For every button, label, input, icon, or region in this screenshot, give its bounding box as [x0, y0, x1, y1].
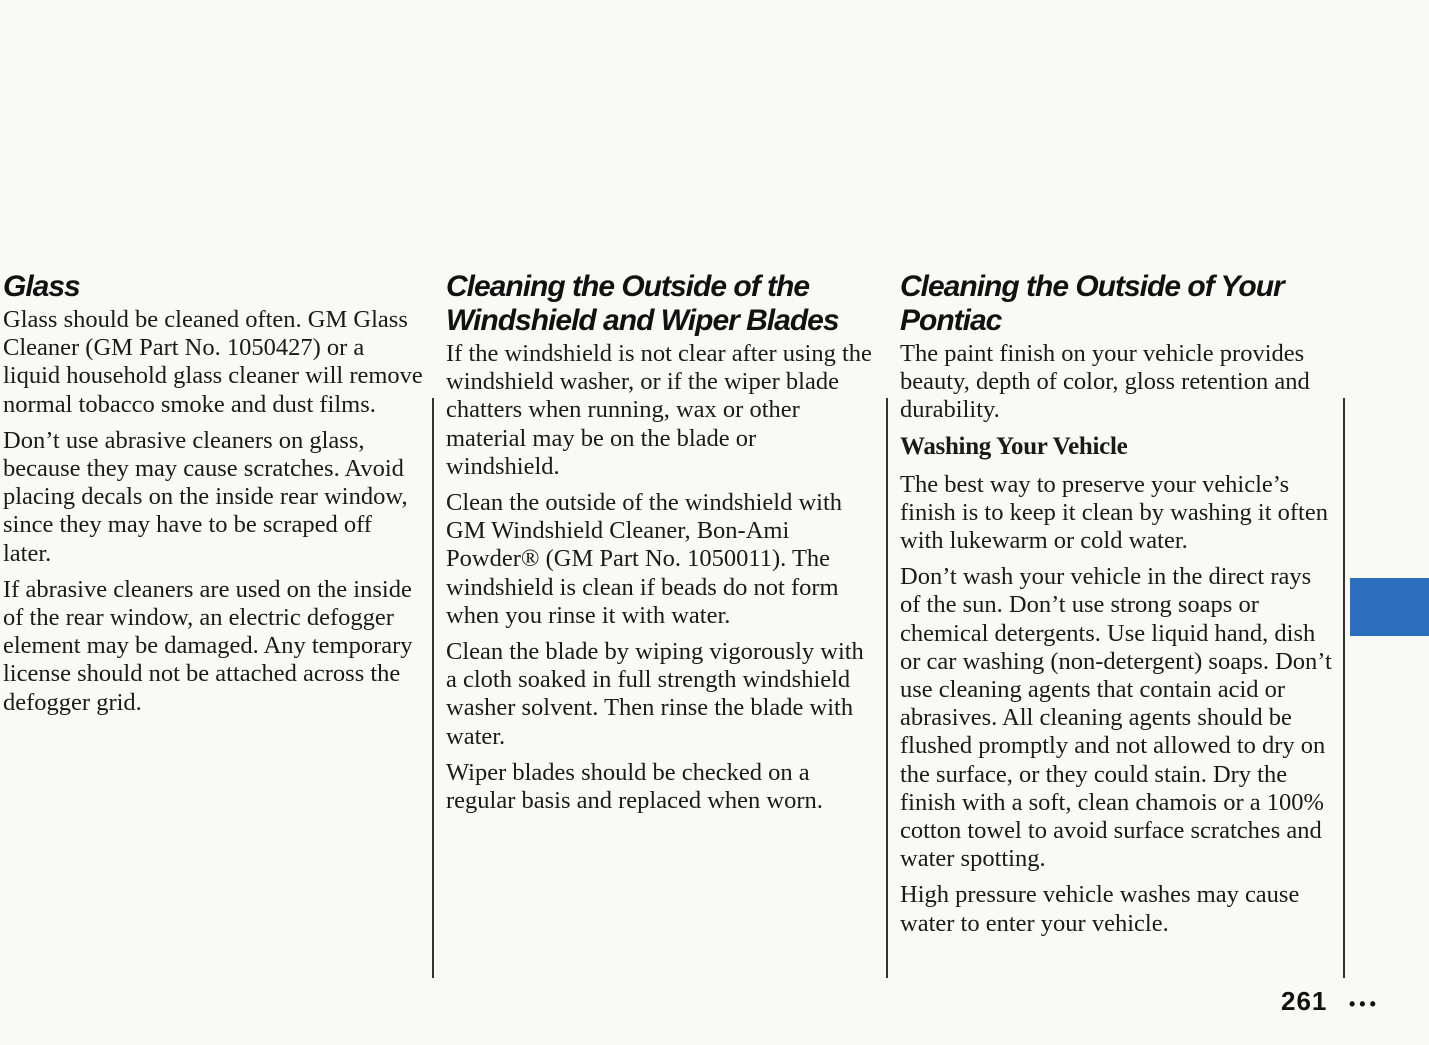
column-divider-1	[432, 398, 434, 978]
pontiac-heading	[900, 270, 1332, 338]
glass-section	[3, 270, 423, 725]
windshield-heading-line-1: Cleaning the Outside of the	[446, 270, 810, 303]
windshield-paragraph-3: Clean the blade by wiping vigorously with a cloth soaked in full strength windshield washer solvent. Then rinse the blade with water.	[446, 638, 864, 750]
windshield-heading	[446, 270, 874, 338]
glass-paragraph-1: Glass should be cleaned often. GM Glass Cleaner (GM Part No. 1050427) or a liquid household glass cleaner will remove normal tobacco smoke and dust films.	[3, 306, 423, 418]
pontiac-paragraph-1: The best way to preserve your vehicle’s finish is to keep it clean by washing it often with lukewarm or cold water.	[900, 470, 1328, 555]
windshield-section	[446, 270, 874, 823]
column-divider-2	[886, 398, 888, 978]
glass-heading: Glass	[3, 270, 80, 303]
pontiac-section	[900, 270, 1332, 946]
column-divider-3	[1343, 398, 1345, 978]
page-dots: •••	[1349, 994, 1380, 1014]
section-tab-marker	[1350, 578, 1429, 636]
pontiac-heading-line-1: Cleaning the Outside of Your	[900, 270, 1284, 303]
windshield-paragraph-4: Wiper blades should be checked on a regular basis and replaced when worn.	[446, 758, 823, 815]
pontiac-paragraph-2: Don’t wash your vehicle in the direct rays of the sun. Don’t use strong soaps or chemical detergents. Use liquid hand, dish or car washing (non-detergent) soaps. Don’t use cleaning agents that contain acid or abrasives. All cleaning agents should be flushed promptly and not allowed to dry on the surface, or they could stain. Dry the finish with a soft, clean chamois or a 100% cotton towel to avoid surface scratches and water spotting.	[900, 563, 1332, 873]
windshield-heading-line-2: Windshield and Wiper Blades	[446, 304, 839, 337]
pontiac-intro: The paint finish on your vehicle provides beauty, depth of color, gloss retention and durability.	[900, 340, 1310, 424]
windshield-paragraph-1: If the windshield is not clear after using the windshield washer, or if the wiper blade chatters when running, wax or other material may be on the blade or windshield.	[446, 340, 872, 480]
glass-paragraph-3: If abrasive cleaners are used on the inside of the rear window, an electric defogger element may be damaged. Any temporary license should not be attached across the defogger grid.	[3, 575, 413, 716]
glass-paragraph-2: Don’t use abrasive cleaners on glass, because they may cause scratches. Avoid placing decals on the inside rear window, since they may have to be scraped off later.	[3, 426, 408, 567]
washing-subheading: Washing Your Vehicle	[900, 432, 1128, 460]
pontiac-paragraph-3: High pressure vehicle washes may cause water to enter your vehicle.	[900, 881, 1300, 937]
page-number: 261	[1281, 986, 1328, 1016]
pontiac-heading-line-2: Pontiac	[900, 304, 1002, 337]
windshield-paragraph-2: Clean the outside of the windshield with GM Windshield Cleaner, Bon-Ami Powder® (GM Part No. 1050011). The windshield is clean if beads do not form when you rinse it with water.	[446, 489, 843, 629]
